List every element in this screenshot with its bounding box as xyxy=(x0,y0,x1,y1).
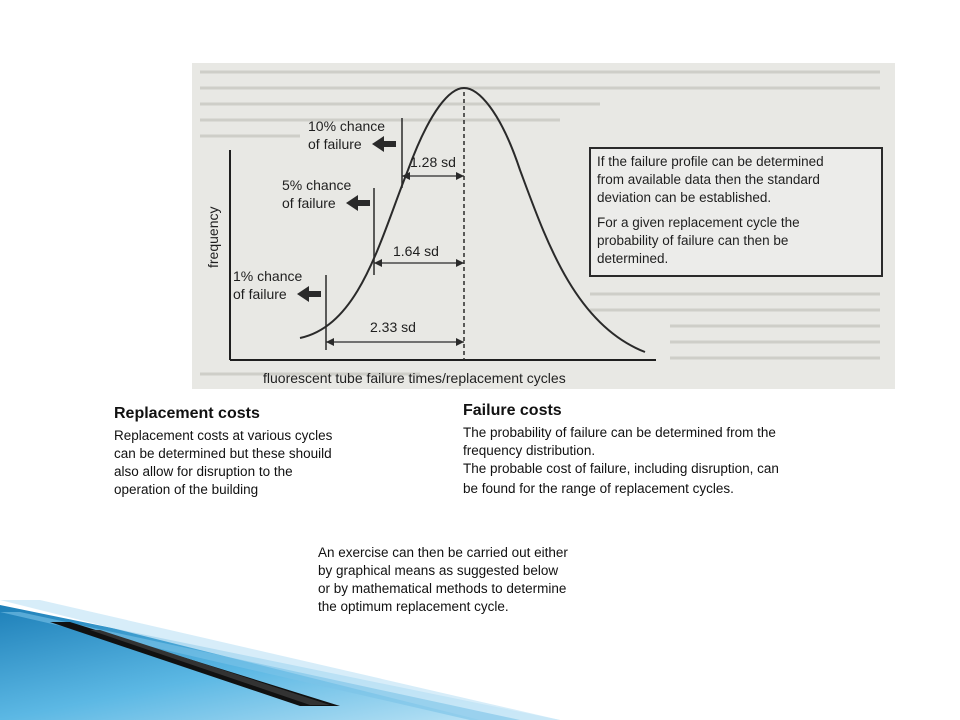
sd-label-3: 2.33 sd xyxy=(370,319,416,335)
exercise-line: by graphical means as suggested below xyxy=(318,563,559,578)
callout-line: If the failure profile can be determined xyxy=(597,154,824,169)
callout-line: For a given replacement cycle the xyxy=(597,215,800,230)
exercise-line: the optimum replacement cycle. xyxy=(318,599,509,614)
replacement-costs-heading: Replacement costs xyxy=(114,405,260,422)
y-axis-label: frequency xyxy=(205,206,221,268)
failure-label-5: of failure xyxy=(282,195,336,211)
failure-label-1: of failure xyxy=(233,286,287,302)
footer-band xyxy=(0,600,560,720)
replacement-costs-section xyxy=(114,405,384,499)
callout-line: from available data then the standard xyxy=(597,172,820,187)
failure-costs-line: be found for the range of replacement cycles. xyxy=(463,481,734,496)
chance-label-1: 1% chance xyxy=(233,268,303,284)
exercise-line: or by mathematical methods to determine xyxy=(318,581,567,596)
exercise-line: An exercise can then be carried out either xyxy=(318,545,568,560)
replacement-costs-line: also allow for disruption to the xyxy=(114,464,293,479)
x-axis-label: fluorescent tube failure times/replacement cycles xyxy=(263,370,566,386)
replacement-costs-line: Replacement costs at various cycles xyxy=(114,428,333,443)
chance-label-10: 10% chance xyxy=(308,118,386,134)
callout-line: deviation can be established. xyxy=(597,190,772,205)
chance-label-5: 5% chance xyxy=(282,177,352,193)
sd-label-1: 1.28 sd xyxy=(410,154,456,170)
failure-costs-line: The probable cost of failure, including disruption, can xyxy=(463,461,779,476)
failure-costs-line: frequency distribution. xyxy=(463,443,596,458)
replacement-costs-line: can be determined but these shouild xyxy=(114,446,332,461)
failure-costs-heading: Failure costs xyxy=(463,402,562,419)
failure-costs-line: The probability of failure can be determined from the xyxy=(463,425,776,440)
replacement-costs-line: operation of the building xyxy=(114,482,259,497)
failure-label-10: of failure xyxy=(308,136,362,152)
callout-line: determined. xyxy=(597,251,669,266)
callout-box xyxy=(590,148,882,276)
scanned-textbook-figure xyxy=(192,63,895,389)
callout-line: probability of failure can then be xyxy=(597,233,789,248)
failure-costs-section xyxy=(463,402,863,498)
exercise-paragraph xyxy=(318,544,628,616)
sd-label-2: 1.64 sd xyxy=(393,243,439,259)
